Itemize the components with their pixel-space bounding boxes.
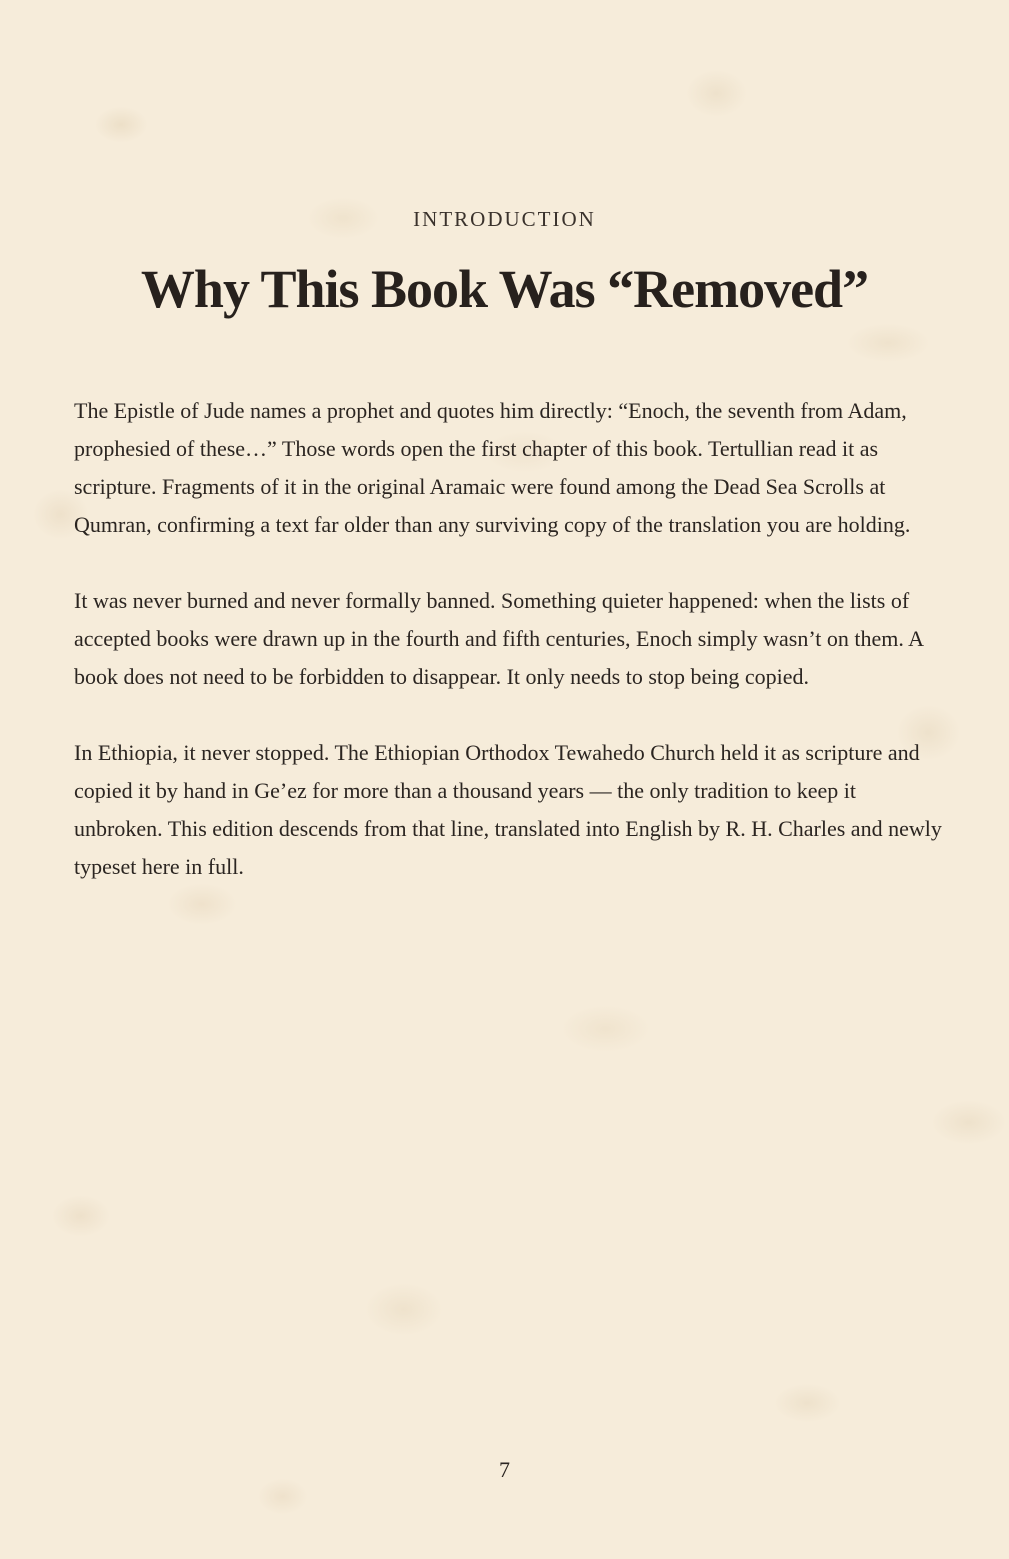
page-number: 7 xyxy=(499,1457,510,1482)
body-text xyxy=(74,392,942,924)
paragraph: It was never burned and never formally banned. Something quieter happened: when the lists of accepted books were drawn up in the fourth and fifth centuries, Enoch simply wasn’t on them. A book does not need to be forbidden to disappear. It only needs to stop being copied. xyxy=(74,588,923,689)
section-kicker: INTRODUCTION xyxy=(413,207,596,231)
paragraph: In Ethiopia, it never stopped. The Ethiopian Orthodox Tewahedo Church held it as scripture and copied it by hand in Ge’ez for more than a thousand years — the only tradition to keep it unbroken. This edition descends from that line, translated into English by R. H. Charles and newly typeset here in full. xyxy=(74,740,942,879)
paragraph: The Epistle of Jude names a prophet and quotes him directly: “Enoch, the seventh from Adam, prophesied of these…” Those words open the first chapter of this book. Tertullian read it as scripture. Fragments of it in the original Aramaic were found among the Dead Sea Scrolls at Qumran, confirming a text far older than any surviving copy of the translation you are holding. xyxy=(74,398,911,537)
chapter-title: Why This Book Was “Removed” xyxy=(140,259,869,319)
